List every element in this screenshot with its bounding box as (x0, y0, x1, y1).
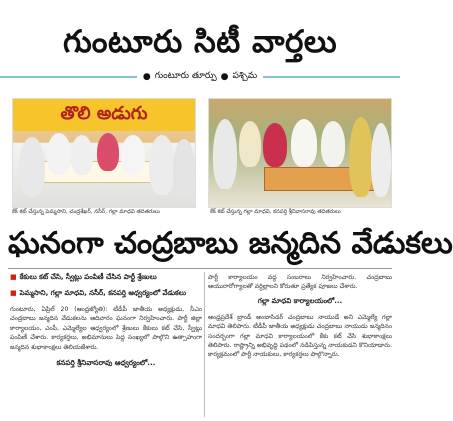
person-figure (97, 133, 119, 171)
person-figure (121, 135, 145, 175)
photo-banner: తొలి అడుగు (13, 99, 195, 131)
kicker (10, 289, 202, 299)
person-figure (71, 135, 93, 175)
photo-caption-left: కేక్ కట్ చేస్తున్న పెమ్మసాని, చంద్రశేఖర్, నసీర్, గల్లా మాధవి తదితరులు (12, 209, 160, 215)
photo-caption-right: కేక్ కట్ చేస్తున్న గల్లా మాధవి, కనపర్తి శ్రీనివాసరావు తదితరులు (210, 209, 341, 215)
bullet-icon: ■ (10, 273, 17, 281)
article-body-left: గుంటూరు, ఏప్రిల్ 20 (ఆంధ్రజ్యోతి): టీడీపీ జాతీయ అధ్యక్షుడు, సీఎం చంద్రబాబు జన్మదిన వేడుకలను ఆదివారం ఘనంగా నిర్వహించారు. పార్టీ జిల్లా కార్యాలయం, ఎంపీ, ఎమ్మెల్యేల ఆధ్వర్యంలో శ్రేణులు కేకులు కట్ చేసి, స్వీట్లు పంపిణీ చేశారు. కార్యకర్తలు, అభిమానులు పెద్ద సంఖ్యలో పాల్గొని ఉత్సాహంగా జన్మదిన శుభాకాంక్షలు తెలియజేశారు. (10, 306, 202, 351)
subbar-rule-right (263, 76, 400, 78)
person-figure (47, 133, 71, 175)
person-figure (213, 119, 237, 189)
right-column (208, 273, 392, 360)
person-figure (19, 137, 45, 197)
kicker-text: కేకులు కట్ చేసి, స్వీట్లు పంపిణీ చేసిన పార్టీ శ్రేణులు (19, 273, 157, 281)
bullet-icon: ■ (10, 289, 17, 297)
person-figure (349, 117, 373, 197)
photo-right (208, 98, 392, 208)
kicker-text: పెమ్మసాని, గల్లా మాధవి, నసీర్, కనపర్తి ఆధ్వర్యంలో వేడుకలు (19, 289, 187, 297)
person-figure (371, 123, 391, 197)
article-body-right: ఆంధ్రప్రదేశ్ బ్రాండ్ అంబాసిడర్ చంద్రబాబు నాయుడే అని ఎమ్మెల్యే గల్లా మాధవి తెలిపారు. టీడీపీ జాతీయ అధ్యక్షుడు చంద్రబాబు నాయుడు జన్మదినం సందర్భంగా గల్లా మాధవి కార్యాలయంలో కేకు కట్ చేసి శుభాకాంక్షలు తెలిపారు. రాష్ట్రాన్ని అభివృద్ధి పథంలో నడిపిస్తున్న నాయకుడని కొనియాడారు. కార్యక్రమంలో పార్టీ నాయకులు, కార్యకర్తలు పాల్గొన్నారు. (208, 313, 392, 359)
article-body-right-top: పార్టీ కార్యాలయం వద్ద సంబరాలు నిర్వహించారు. చంద్రబాబు ఆయురారోగ్యాలతో వర్ధిల్లాలని కోరుతూ ప్రత్యేక పూజలు చేశారు. (208, 274, 392, 291)
person-figure (149, 135, 175, 195)
person-figure (239, 121, 261, 167)
subhead-left: కనపర్తి శ్రీనివాసరావు ఆధ్వర్యంలో... (56, 358, 156, 368)
person-figure (173, 139, 195, 199)
subbar-label-west: పశ్చిమ (232, 71, 258, 81)
subbar-labels (137, 71, 263, 83)
bullet-icon: ● (220, 72, 229, 82)
masthead-title: గుంటూరు సిటీ వార్తలు (62, 24, 338, 60)
bullet-icon: ● (142, 72, 151, 82)
column-divider (204, 272, 205, 417)
left-column (10, 273, 202, 375)
person-figure (321, 121, 345, 167)
person-figure (291, 119, 317, 167)
person-figure (263, 123, 287, 167)
headline-rule (8, 268, 392, 269)
photo-left (12, 98, 196, 208)
headline: ఘనంగా చంద్రబాబు జన్మదిన వేడుకలు (8, 226, 453, 261)
section-subbar (0, 66, 400, 88)
subbar-label-east: గుంటూరు తూర్పు (154, 71, 217, 81)
kicker (10, 273, 202, 283)
subhead-right: గల్లా మాధవి కార్యాలయంలో... (257, 296, 343, 305)
subbar-rule-left (0, 76, 137, 78)
